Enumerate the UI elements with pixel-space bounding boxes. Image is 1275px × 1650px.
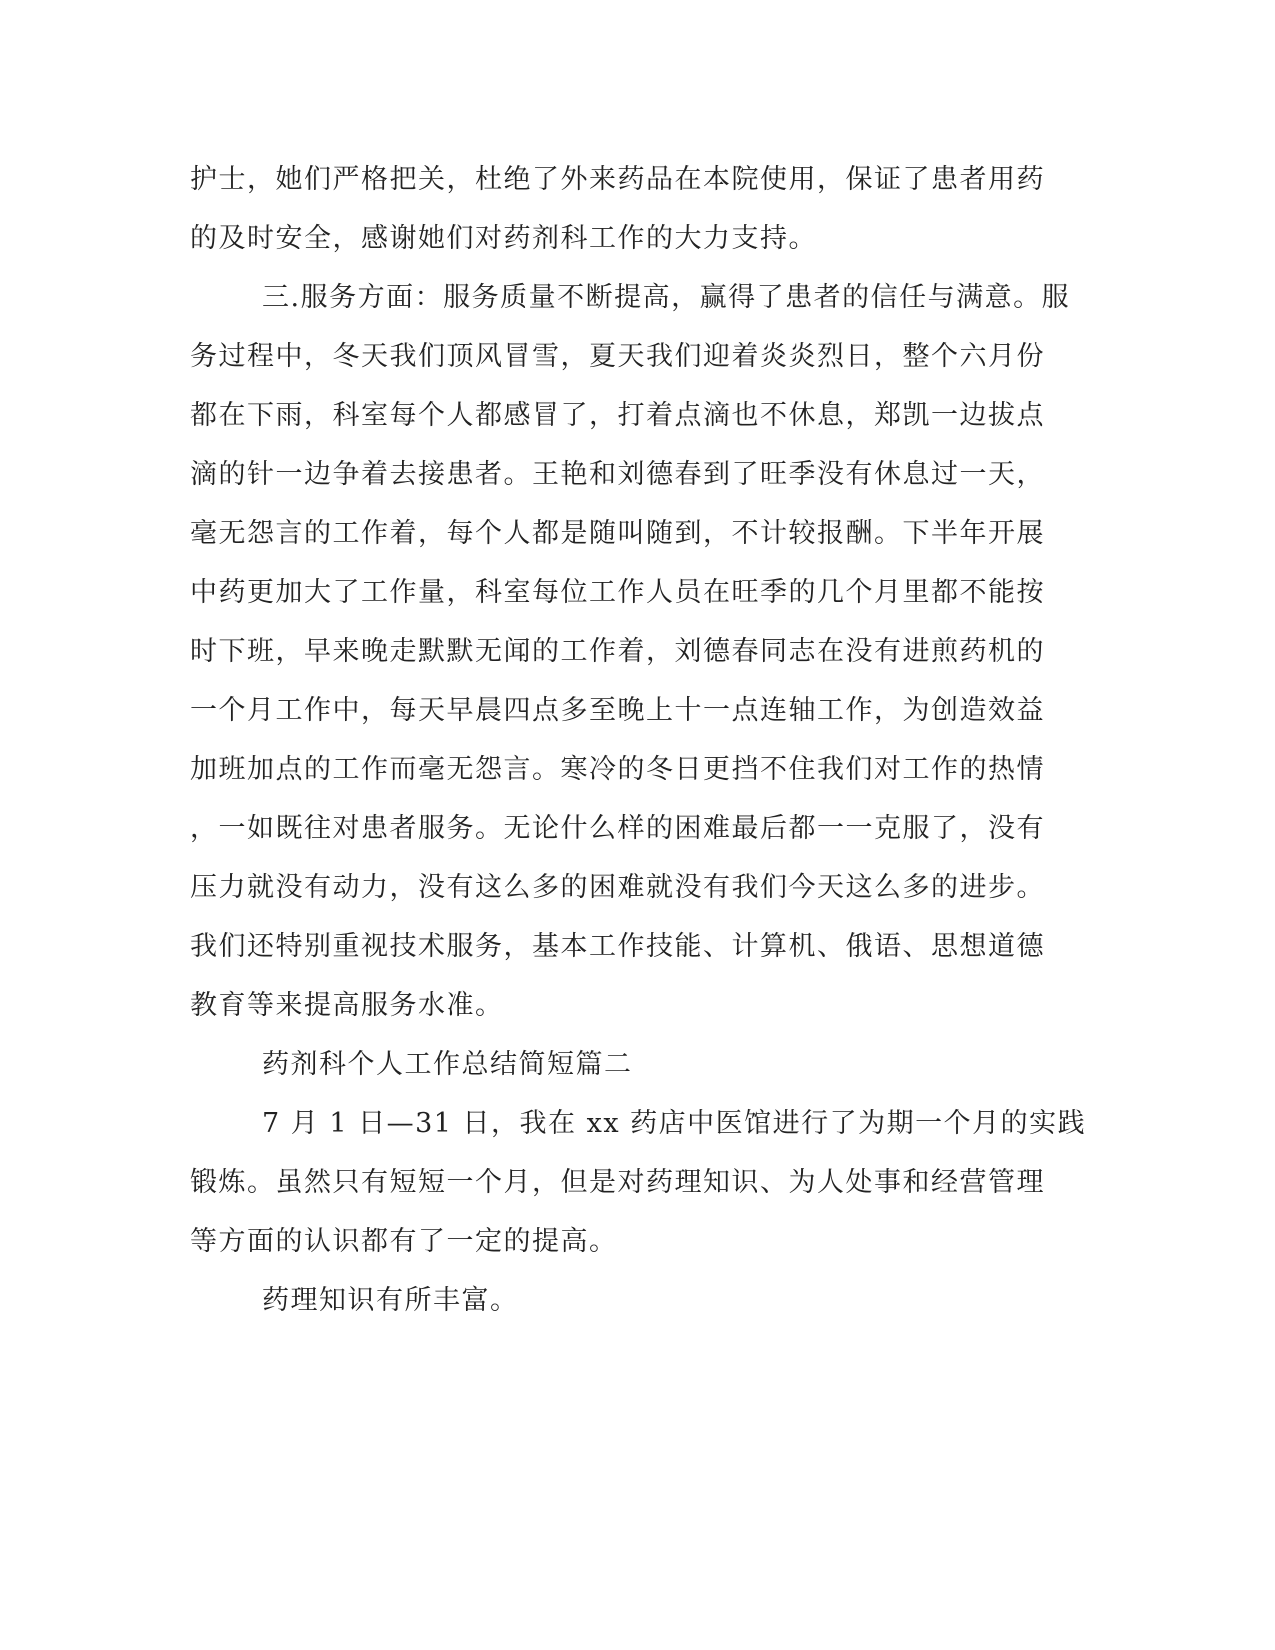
section-three-heading-line: 三.服务方面：服务质量不断提高，赢得了患者的信任与满意。服: [262, 282, 1071, 313]
text-line: 时下班，早来晚走默默无闻的工作着，刘德春同志在没有进煎药机的: [190, 636, 1045, 667]
text-line: 毫无怨言的工作着，每个人都是随叫随到，不计较报酬。下半年开展: [190, 518, 1045, 549]
text-line: 的及时安全，感谢她们对药剂科工作的大力支持。: [190, 223, 817, 254]
paragraph-heading-line: 药理知识有所丰富。: [262, 1285, 519, 1316]
text-line: 锻炼。虽然只有短短一个月，但是对药理知识、为人处事和经营管理: [190, 1167, 1045, 1198]
text-line: 等方面的认识都有了一定的提高。: [190, 1226, 618, 1257]
text-line: 教育等来提高服务水准。: [190, 990, 504, 1021]
text-line: 压力就没有动力，没有这么多的困难就没有我们今天这么多的进步。: [190, 872, 1045, 903]
text-line: 一个月工作中，每天早晨四点多至晚上十一点连轴工作，为创造效益: [190, 695, 1045, 726]
text-line: 务过程中，冬天我们顶风冒雪，夏天我们迎着炎炎烈日，整个六月份: [190, 341, 1045, 372]
text-line: 中药更加大了工作量，科室每位工作人员在旺季的几个月里都不能按: [190, 577, 1045, 608]
text-line: 滴的针一边争着去接患者。王艳和刘德春到了旺季没有休息过一天，: [190, 459, 1045, 490]
text-line: 我们还特别重视技术服务，基本工作技能、计算机、俄语、思想道德: [190, 931, 1045, 962]
text-line: 护士，她们严格把关，杜绝了外来药品在本院使用，保证了患者用药: [190, 164, 1045, 195]
text-line: 都在下雨，科室每个人都感冒了，打着点滴也不休息，郑凯一边拔点: [190, 400, 1045, 431]
text-line: 加班加点的工作而毫无怨言。寒冷的冬日更挡不住我们对工作的热情: [190, 754, 1045, 785]
text-line: ，一如既往对患者服务。无论什么样的困难最后都一一克服了，没有: [190, 813, 1045, 844]
text-line: 7 月 1 日—31 日，我在 xx 药店中医馆进行了为期一个月的实践: [262, 1108, 1087, 1139]
section-title: 药剂科个人工作总结简短篇二: [262, 1049, 633, 1080]
